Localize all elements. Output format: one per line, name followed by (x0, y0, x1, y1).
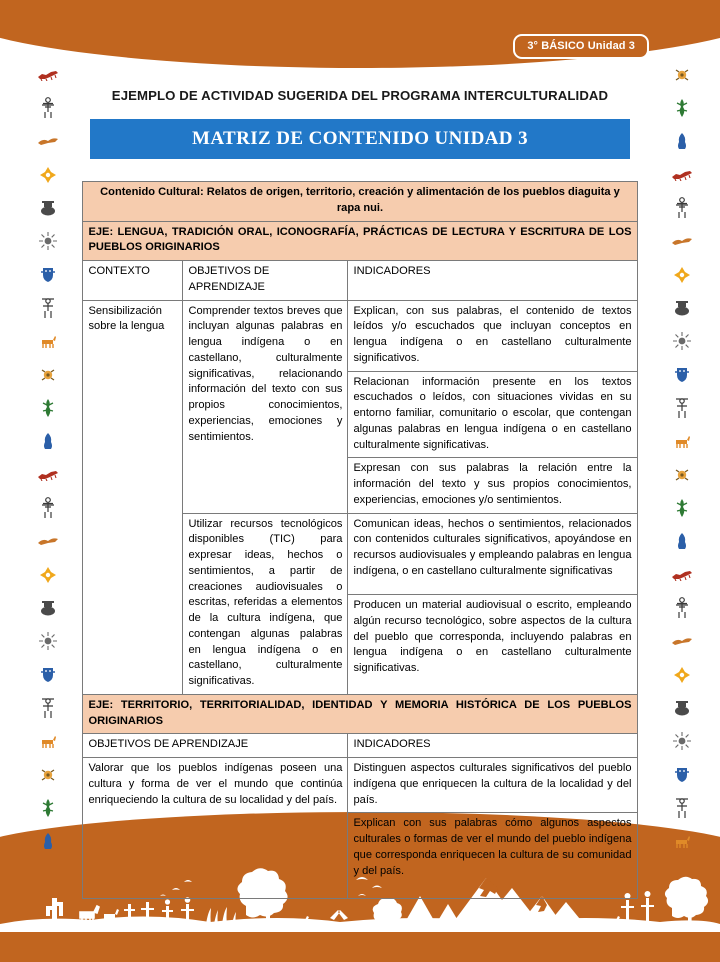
table-row-headers-1 (83, 261, 637, 301)
column-header-objetivos-2: OBJETIVOS DE APRENDIZAJE (83, 734, 348, 758)
column-header-indicadores-2: INDICADORES (348, 734, 637, 758)
table-row-oa1-ind1 (83, 300, 637, 371)
contenido-cultural-text-1: Relatos de origen, territorio, creación y alimentación de los pueblos (203, 186, 569, 198)
contenido-cultural-cell (83, 182, 637, 222)
eje-1-heading: EJE: LENGUA, TRADICIÓN ORAL, ICONOGRAFÍA, PRÁCTICAS DE LECTURA Y ESCRITURA DE LOS PUEBLOS ORIGINARIOS (83, 221, 637, 261)
indicador-cell-3-1: Distinguen aspectos culturales significativos del pueblo indígena que enriquecen la cultura de la localidad y del país. (348, 758, 637, 813)
contenido-cultural-bold-1: diaguita (568, 186, 611, 198)
contenido-cultural-text-2: y (610, 186, 620, 198)
column-header-contexto: CONTEXTO (83, 261, 183, 301)
unit-badge: 3° BÁSICO Unidad 3 (515, 36, 647, 57)
indicador-cell-3-2: Explican con sus palabras cómo algunos aspectos culturales o formas de ver el mundo del pueblo indígena que corresponda enriquecen la cultura de su comunidad y del país. (348, 813, 637, 899)
contexto-cell-1: Sensibilización sobre la lengua (83, 300, 183, 694)
contenido-cultural-label: Contenido Cultural: (100, 186, 204, 198)
column-header-objetivos-1: OBJETIVOS DE APRENDIZAJE (183, 261, 348, 301)
table-row-contenido-cultural (83, 182, 637, 222)
table-row-eje-2 (83, 694, 637, 734)
document-subtitle: EJEMPLO DE ACTIVIDAD SUGERIDA DEL PROGRAMA INTERCULTURALIDAD (111, 88, 609, 103)
objetivo-cell-1: Comprender textos breves que incluyan algunas palabras en lengua indígena o en castellano, culturalmente significativas, relacionando información del texto con sus propios conocimientos, experiencias, emociones y sentimientos. (183, 300, 348, 513)
table-row-headers-2 (83, 734, 637, 758)
contenido-cultural-bold-2: rapa nui (336, 201, 381, 214)
matriz-contenido-table (82, 181, 637, 899)
objetivo-cell-3: Valorar que los pueblos indígenas poseen una cultura y forma de ver el mundo que continúa enriqueciendo la cultura de su localidad y del país. (83, 758, 348, 899)
indicador-cell-2-1: Comunican ideas, hechos o sentimientos, relacionados con contenidos culturales significativos, apoyándose en recursos audiovisuales y empleando palabras en lengua indígena, o en castellano culturalmente significativas (348, 513, 637, 595)
indicador-cell-1-3: Expresan con sus palabras la relación entre la información del texto y sus propios conocimientos, experiencias, emociones y/o sentimientos. (348, 458, 637, 513)
page-title: MATRIZ DE CONTENIDO UNIDAD 3 (90, 119, 630, 159)
objetivo-cell-2: Utilizar recursos tecnológicos disponibles (TIC) para expresar ideas, hechos o sentimientos, a partir de creaciones audiovisuales o escritas, referidas a elementos de la cultura indígena, que contengan algunas palabras en lengua indígena o en castellano, culturalmente significativas. (183, 513, 348, 694)
indicador-cell-1-1: Explican, con sus palabras, el contenido de textos leídos y/o escuchados que incluyan conceptos en lengua indígena o en castellano culturalmente significativos. (348, 300, 637, 371)
column-header-indicadores-1: INDICADORES (348, 261, 637, 301)
eje-2-heading: EJE: TERRITORIO, TERRITORIALIDAD, IDENTIDAD Y MEMORIA HISTÓRICA DE LOS PUEBLOS ORIGINARIOS (83, 694, 637, 734)
table-row-oa3-ind1 (83, 758, 637, 813)
indicador-cell-1-2: Relacionan información presente en los textos escuchados o leídos, con situaciones vividas en su entorno familiar, comunitario o escolar, que contengan algunas palabras en lengua indígena o en castellano culturalmente significativas. (348, 371, 637, 458)
table-row-eje-1 (83, 221, 637, 261)
contenido-cultural-text-3: . (380, 201, 384, 214)
indicador-cell-2-2: Producen un material audiovisual o escrito, empleando algún recurso tecnológico, sobre aspectos de la cultura del pueblo que corresponda, incluyendo palabras en lengua indígena o en castellano culturalmente significativas. (348, 595, 637, 695)
